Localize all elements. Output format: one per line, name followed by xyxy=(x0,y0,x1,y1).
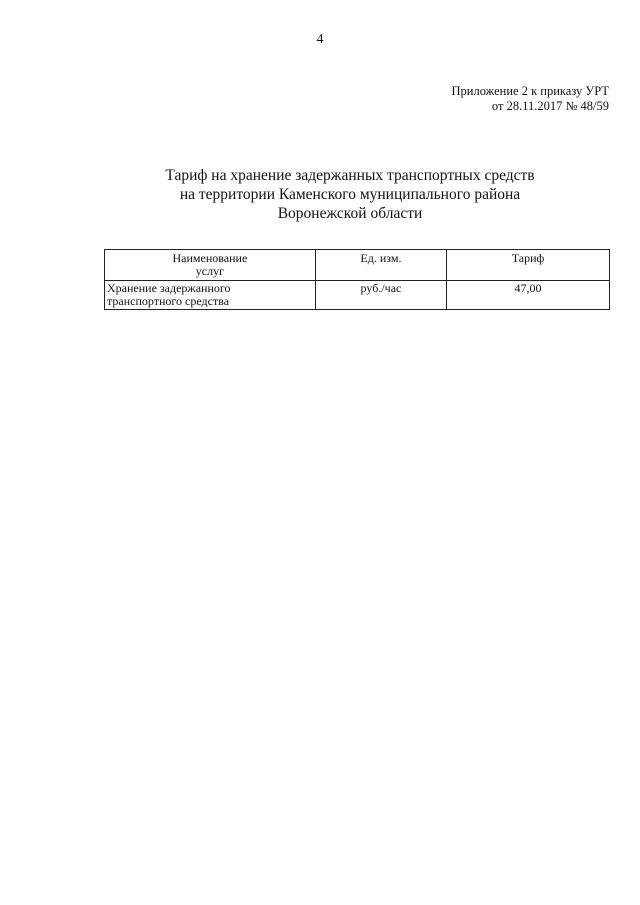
title-line-3: Воронежской области xyxy=(277,205,423,222)
cell-service-line-1: Хранение задержанного xyxy=(107,281,231,295)
appendix-line-2: от 28.11.2017 № 48/59 xyxy=(491,99,609,113)
page-number: 4 xyxy=(316,32,324,47)
cell-service-line-2: транспортного средства xyxy=(107,294,230,308)
document-title xyxy=(0,166,640,223)
table-header-row xyxy=(105,250,610,281)
appendix-reference xyxy=(452,84,610,114)
table-row xyxy=(105,281,610,310)
appendix-line-1: Приложение 2 к приказу УРТ xyxy=(451,84,609,98)
header-tariff: Тариф xyxy=(447,250,610,281)
title-line-2: на территории Каменского муниципального района xyxy=(179,186,521,203)
header-service-line-1: Наименование xyxy=(172,251,248,265)
cell-service xyxy=(105,281,316,310)
cell-unit: руб./час xyxy=(315,281,446,310)
title-line-1: Тариф на хранение задержанных транспортных средств xyxy=(165,167,535,184)
header-service xyxy=(105,250,316,281)
header-unit: Ед. изм. xyxy=(315,250,446,281)
cell-tariff: 47,00 xyxy=(447,281,610,310)
tariff-table xyxy=(104,249,610,310)
header-service-line-2: услуг xyxy=(195,264,225,278)
